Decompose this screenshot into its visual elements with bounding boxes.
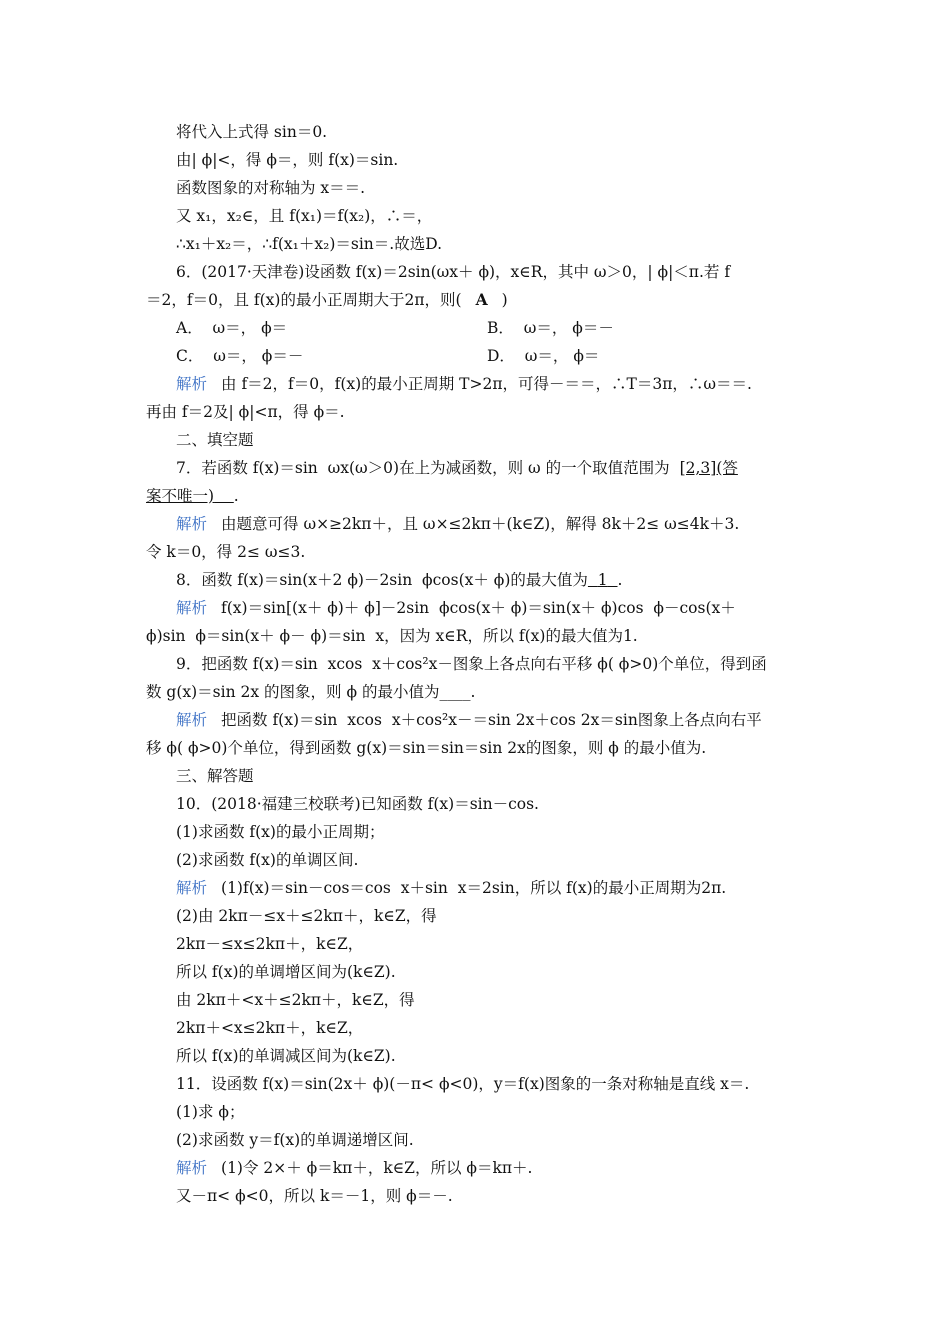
section-heading: 三、解答题 [176, 767, 254, 785]
question-10-part: (1)求函数 f(x)的最小正周期； [176, 823, 385, 841]
question-11-part: (2)求函数 y＝f(x)的单调递增区间. [176, 1131, 414, 1149]
solution-tag: 解析 [176, 1159, 208, 1177]
q6-solution: 解析 由 f＝2，f＝0，f(x)的最小正周期 T>2π，可得－＝＝，∴T＝3π，∴ω＝＝. [176, 375, 752, 393]
q8-solution: 解析 f(x)＝sin[(x＋ ϕ)＋ ϕ]－2sin ϕcos(x＋ ϕ)＝sin(x＋ ϕ)cos ϕ－cos(x＋ [176, 599, 736, 617]
question-10: 10．(2018·福建三校联考)已知函数 f(x)＝sin－cos. [176, 795, 539, 813]
q10-solution-line: 2kπ－≤x≤2kπ＋，k∈Z， [176, 935, 364, 953]
choice-b: B． ω＝， ϕ＝－ [487, 319, 614, 337]
q9-solution-cont: 移 ϕ( ϕ>0)个单位，得到函数 g(x)＝sin＝sin＝sin 2x的图象，则 ϕ 的最小值为. [146, 739, 707, 757]
q11-solution-line: 又－π< ϕ<0，所以 k＝－1，则 ϕ＝－. [176, 1187, 453, 1205]
question-7: 7．若函数 f(x)＝sin ωx(ω＞0)在上为减函数，则 ω 的一个取值范围为 [2,3](答 [176, 459, 738, 477]
q10-solution-line: 由 2kπ＋<x＋≤2kπ＋，k∈Z，得 [176, 991, 415, 1009]
q7-solution: 解析 由题意可得 ω×≥2kπ＋，且 ω×≤2kπ＋(k∈Z)，解得 8k＋2≤ ω≤4k＋3. [176, 515, 740, 533]
solution-tag: 解析 [176, 711, 208, 729]
choice-d: D． ω＝， ϕ＝ [487, 347, 600, 365]
text-line: 将代入上式得 sin＝0. [176, 123, 328, 141]
q11-solution: 解析 (1)令 2×＋ ϕ＝kπ＋，k∈Z，所以 ϕ＝kπ＋. [176, 1159, 533, 1177]
question-6-stem: 6．(2017·天津卷)设函数 f(x)＝2sin(ωx＋ ϕ)，x∈R，其中 ω＞0，| ϕ|＜π.若 f [176, 263, 731, 281]
q10-solution-line: 2kπ＋<x≤2kπ＋，k∈Z， [176, 1019, 364, 1037]
section-heading: 二、填空题 [176, 431, 254, 449]
question-10-part: (2)求函数 f(x)的单调区间. [176, 851, 359, 869]
question-6-answer: A [475, 290, 488, 309]
q10-solution-line: (2)由 2kπ－≤x＋≤2kπ＋，k∈Z，得 [176, 907, 437, 925]
text-line: ∴x₁＋x₂＝，∴f(x₁＋x₂)＝sin＝.故选D. [176, 235, 442, 253]
q10-solution: 解析 (1)f(x)＝sin－cos＝cos x＋sin x＝2sin，所以 f(x)的最小正周期为2π. [176, 879, 727, 897]
question-11: 11．设函数 f(x)＝sin(2x＋ ϕ)(－π< ϕ<0)，y＝f(x)图象的一条对称轴是直线 x＝. [176, 1075, 750, 1093]
solution-tag: 解析 [176, 599, 208, 617]
question-6-stem-cont: ＝2，f＝0，且 f(x)的最小正周期大于2π，则( A ) [146, 290, 508, 309]
q10-solution-line: 所以 f(x)的单调减区间为(k∈Z). [176, 1047, 396, 1065]
question-9-cont: 数 g(x)＝sin 2x 的图象，则 ϕ 的最小值为____. [146, 683, 476, 701]
question-7-cont: 案不唯一) . [146, 487, 239, 505]
q9-solution: 解析 把函数 f(x)＝sin xcos x＋cos²x－＝sin 2x＋cos 2x＝sin图象上各点向右平 [176, 711, 762, 729]
text-line: 函数图象的对称轴为 x＝＝. [176, 179, 366, 197]
question-8-answer: 1 [597, 571, 608, 589]
q6-solution-cont: 再由 f＝2及| ϕ|<π，得 ϕ＝. [146, 403, 345, 421]
q8-solution-cont: ϕ)sin ϕ＝sin(x＋ ϕ－ ϕ)＝sin x，因为 x∈R，所以 f(x)的最大值为1. [146, 627, 638, 645]
question-7-answer: [2,3](答 [679, 459, 738, 477]
q10-solution-line: 所以 f(x)的单调增区间为(k∈Z). [176, 963, 396, 981]
solution-tag: 解析 [176, 879, 208, 897]
choice-c: C． ω＝， ϕ＝－ [176, 347, 304, 365]
choice-a: A． ω＝， ϕ＝ [176, 319, 288, 337]
q7-solution-cont: 令 k＝0，得 2≤ ω≤3. [146, 543, 306, 561]
solution-tag: 解析 [176, 375, 208, 393]
question-11-part: (1)求 ϕ； [176, 1103, 245, 1121]
solution-tag: 解析 [176, 515, 208, 533]
question-8: 8．函数 f(x)＝sin(x＋2 ϕ)－2sin ϕcos(x＋ ϕ)的最大值为 1 . [176, 571, 623, 589]
text-line: 由| ϕ|<，得 ϕ＝，则 f(x)＝sin. [176, 151, 399, 169]
question-9: 9．把函数 f(x)＝sin xcos x＋cos²x－图象上各点向右平移 ϕ( ϕ>0)个单位，得到函 [176, 655, 767, 673]
text-line: 又 x₁，x₂∈，且 f(x₁)＝f(x₂)，∴＝， [176, 207, 433, 225]
